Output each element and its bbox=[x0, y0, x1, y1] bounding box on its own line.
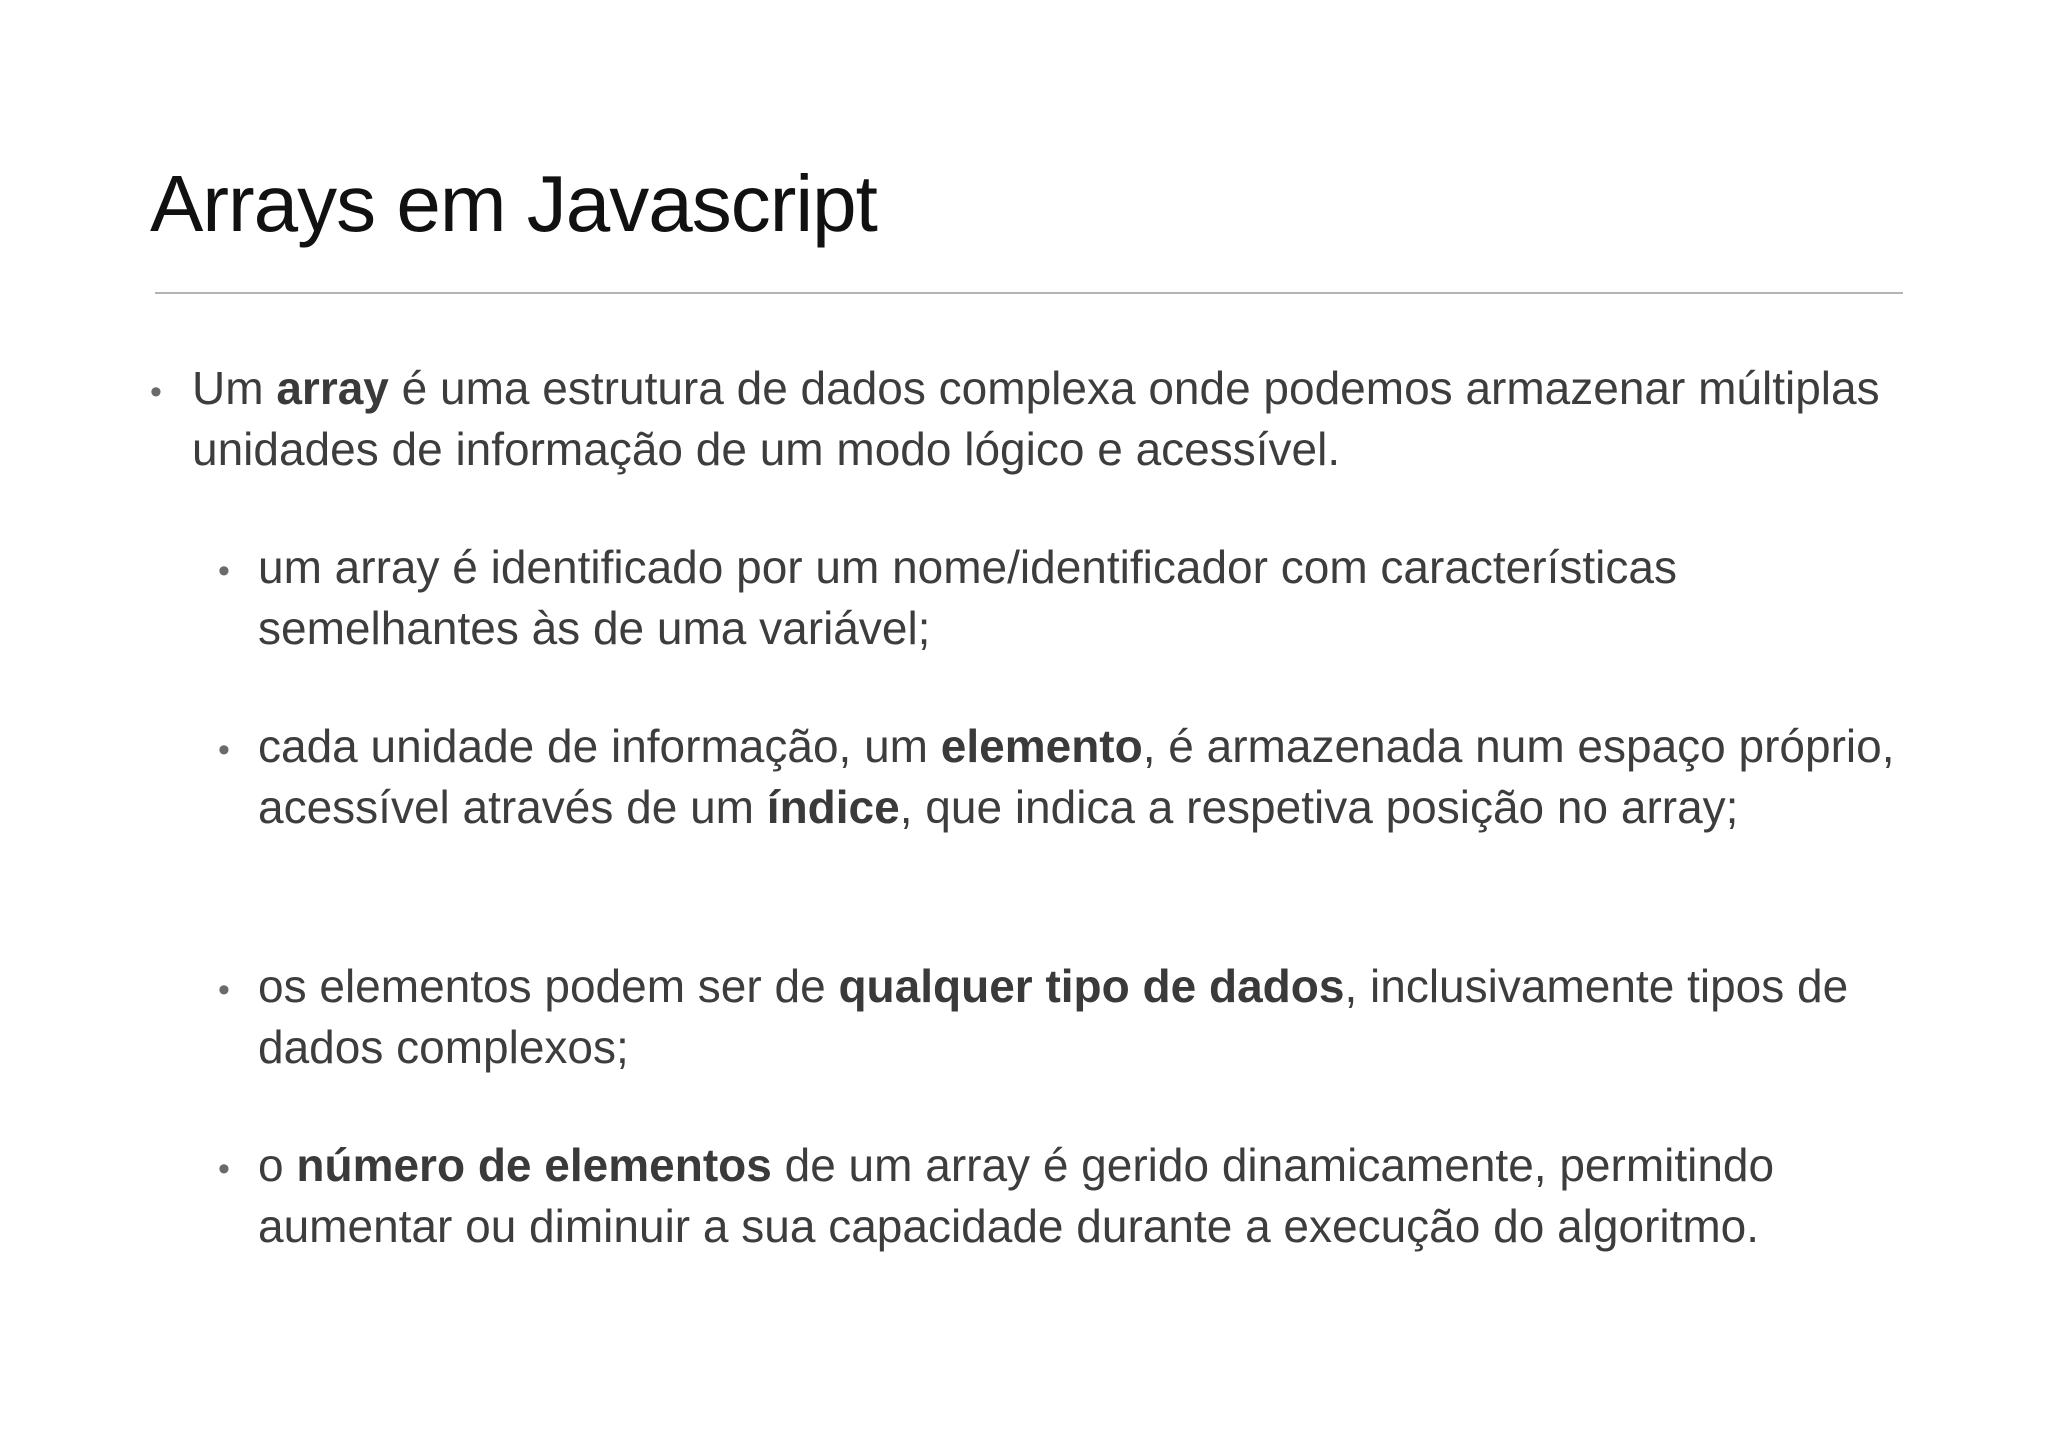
bullet-text: , que indica a respetiva posição no array; bbox=[899, 781, 1739, 833]
bullet-marker: • bbox=[218, 971, 230, 1009]
bullet-text: é uma estrutura de dados complexa onde podemos armazenar múltiplas unidades de informação de um modo lógico e acessível. bbox=[192, 362, 1880, 475]
bullet-text: de um array é gerido dinamicamente, permitindo aumentar ou diminuir a sua capacidade durante a execução do algoritmo. bbox=[258, 1139, 1775, 1252]
bullet-marker: • bbox=[150, 373, 162, 411]
bullet-text: , é armazenada num espaço próprio, acessível através de um bbox=[258, 720, 1895, 833]
bullet-text: o bbox=[258, 1139, 297, 1191]
bullet-text: cada unidade de informação, um bbox=[258, 720, 941, 772]
bullet-marker: • bbox=[218, 1150, 230, 1188]
title-divider bbox=[155, 292, 1903, 294]
bullet-item bbox=[258, 1135, 1918, 1257]
bullet-text: os elementos podem ser de bbox=[258, 960, 839, 1012]
bullet-item bbox=[258, 956, 1918, 1078]
bullet-text: um array é identificado por um nome/identificador com características semelhantes às de uma variável; bbox=[258, 541, 1677, 654]
bullet-text: Um bbox=[192, 362, 277, 414]
bullet-text: , inclusivamente tipos de dados complexos; bbox=[258, 960, 1849, 1073]
bullet-item bbox=[258, 716, 1918, 838]
bullet-item bbox=[192, 358, 1912, 480]
slide-title: Arrays em Javascript bbox=[150, 159, 877, 248]
bullet-marker: • bbox=[218, 731, 230, 769]
bullet-bold-text: elemento bbox=[940, 720, 1143, 772]
bullet-marker: • bbox=[218, 552, 230, 590]
bullet-bold-text: índice bbox=[766, 781, 900, 833]
bullet-bold-text: qualquer tipo de dados bbox=[838, 960, 1345, 1012]
bullet-item bbox=[258, 537, 1918, 659]
bullet-bold-text: número de elementos bbox=[296, 1139, 772, 1191]
bullet-bold-text: array bbox=[276, 362, 389, 414]
